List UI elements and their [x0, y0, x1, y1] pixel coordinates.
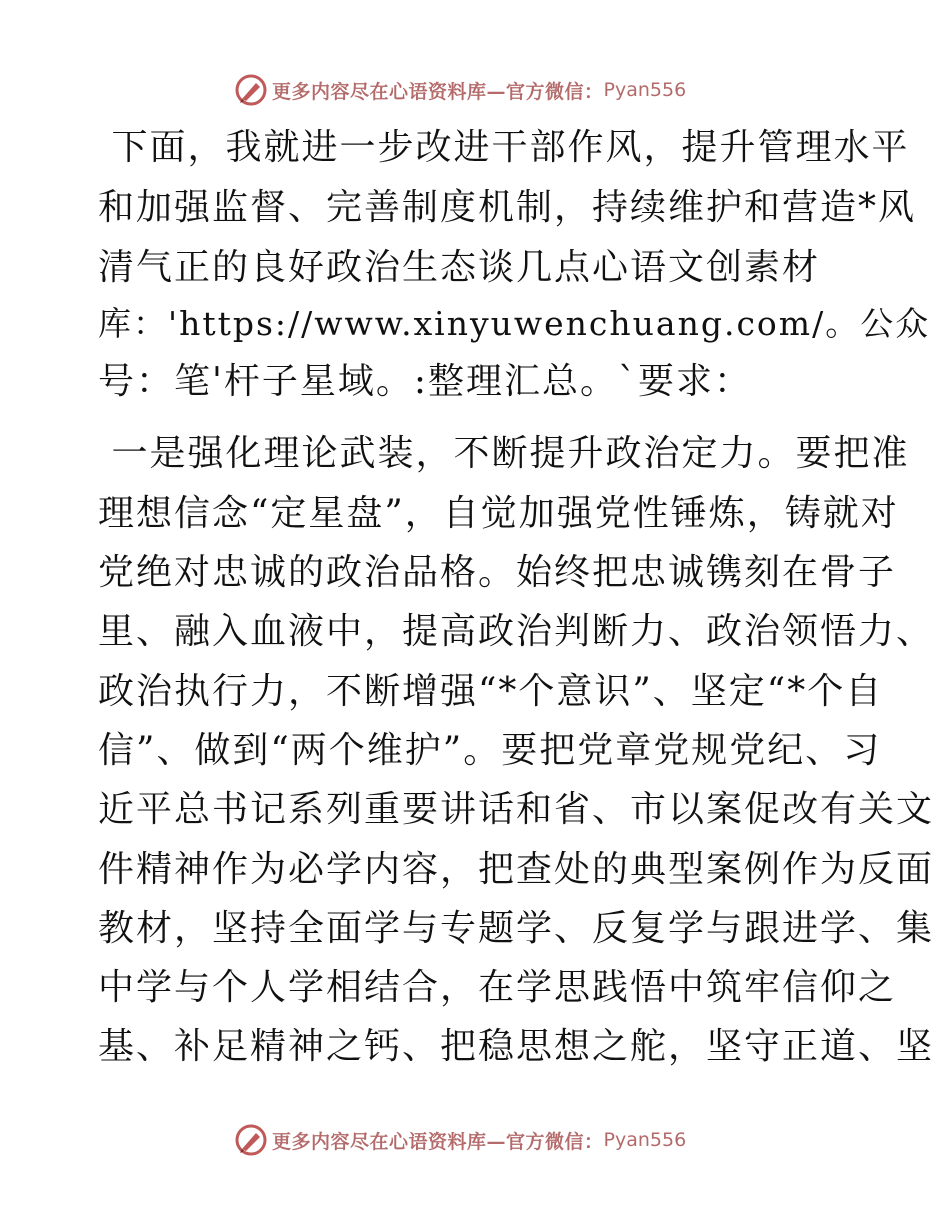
banner-contact: Pyan556 — [603, 1129, 687, 1151]
text-line: 理想信念“定星盘”，自觉加强党性锤炼，铸就对 — [98, 493, 899, 534]
text-line: 教材，坚持全面学与专题学、反复学与跟进学、集 — [98, 908, 935, 949]
pen-logo-icon — [234, 73, 268, 107]
text-line: 中学与个人学相结合，在学思践悟中筑牢信仰之 — [98, 967, 897, 1008]
banner-contact: Pyan556 — [603, 79, 687, 101]
banner-text: 更多内容尽在心语资料库—官方微信： — [272, 80, 604, 103]
text-line: 库：'https://www.xinyuwenchuang.com/。公众 — [98, 304, 931, 343]
text-line: 清气正的良好政治生态谈几点心语文创素材 — [98, 247, 821, 288]
text-line: 政治执行力，不断增强“*个意识”、坚定“*个自 — [98, 671, 884, 712]
banner-text: 更多内容尽在心语资料库—官方微信： — [272, 1130, 604, 1153]
header-banner — [234, 72, 686, 108]
text-line: 件精神作为必学内容，把查处的典型案例作为反面 — [98, 849, 935, 890]
text-line: 里、融入血液中，提高政治判断力、政治领悟力、 — [98, 611, 935, 652]
text-line: 近平总书记系列重要讲话和省、市以案促改有关文 — [98, 789, 935, 830]
footer-banner — [234, 1122, 686, 1158]
text-line: 和加强监督、完善制度机制，持续维护和营造*风 — [98, 187, 917, 228]
text-line: 基、补足精神之钙、把稳思想之舵，坚守正道、坚 — [98, 1026, 935, 1067]
text-line: 一是强化理论武装，不断提升政治定力。要把准 — [98, 433, 910, 474]
text-line: 党绝对忠诚的政治品格。始终把忠诚镌刻在骨子 — [98, 552, 897, 593]
pen-logo-icon — [234, 1123, 268, 1157]
text-line: 下面，我就进一步改进干部作风，提升管理水平 — [98, 127, 910, 168]
text-line: 号：笔'杆子星域。:整理汇总。`要求： — [98, 361, 753, 402]
text-line: 信”、做到“两个维护”。要把党章党规党纪、习 — [98, 730, 882, 771]
